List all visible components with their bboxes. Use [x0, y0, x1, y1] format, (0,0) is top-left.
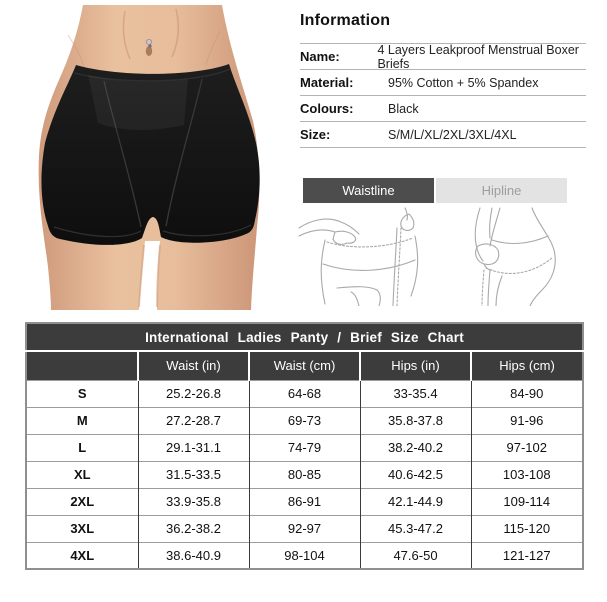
size-chart-table [25, 322, 584, 570]
size-row-2xl [26, 488, 583, 515]
measurement-tabs [303, 178, 567, 203]
size-label: 2XL [26, 488, 138, 515]
size-chart-header-row [26, 351, 583, 380]
hips-cm-value: 115-120 [471, 515, 583, 542]
info-rows [300, 43, 586, 148]
info-label-name: Name: [300, 49, 340, 64]
hips-cm-value: 97-102 [471, 434, 583, 461]
hips-in-value: 35.8-37.8 [360, 407, 471, 434]
size-label: 4XL [26, 542, 138, 569]
waistline-measurement-sketch [297, 206, 432, 306]
info-value-colours: Black [388, 101, 419, 116]
hips-in-value: 33-35.4 [360, 380, 471, 407]
waist-cm-value: 69-73 [249, 407, 360, 434]
navel [146, 46, 152, 56]
size-label: S [26, 380, 138, 407]
info-row-name [300, 44, 586, 70]
hips-cm-value: 109-114 [471, 488, 583, 515]
waist-cm-value: 98-104 [249, 542, 360, 569]
waist-in-value: 38.6-40.9 [138, 542, 249, 569]
size-row-l [26, 434, 583, 461]
info-value-name: 4 Layers Leakproof Menstrual Boxer Briefs [377, 42, 579, 71]
black-boxer-briefs [41, 64, 259, 245]
size-row-3xl [26, 515, 583, 542]
product-photo [8, 5, 283, 310]
info-value-size: S/M/L/XL/2XL/3XL/4XL [388, 127, 517, 142]
hips-in-value: 45.3-47.2 [360, 515, 471, 542]
column-header-hips-in: Hips (in) [360, 351, 471, 380]
tab-waistline[interactable]: Waistline [303, 178, 434, 203]
waist-cm-value: 74-79 [249, 434, 360, 461]
waist-in-value: 36.2-38.2 [138, 515, 249, 542]
hips-cm-value: 103-108 [471, 461, 583, 488]
column-header-hips-cm: Hips (cm) [471, 351, 583, 380]
measurement-sketches [297, 206, 575, 306]
waist-cm-value: 92-97 [249, 515, 360, 542]
waist-in-value: 29.1-31.1 [138, 434, 249, 461]
waist-in-value: 27.2-28.7 [138, 407, 249, 434]
info-label-material: Material: [300, 75, 354, 90]
info-label-size: Size: [300, 127, 331, 142]
waist-cm-value: 64-68 [249, 380, 360, 407]
column-header-size [26, 351, 138, 380]
waist-in-value: 31.5-33.5 [138, 461, 249, 488]
product-photo-illustration [8, 5, 283, 310]
size-row-xl [26, 461, 583, 488]
size-chart-title-row [26, 323, 583, 351]
hips-in-value: 40.6-42.5 [360, 461, 471, 488]
info-value-material: 95% Cotton + 5% Spandex [388, 75, 539, 90]
size-label: XL [26, 461, 138, 488]
size-label: 3XL [26, 515, 138, 542]
info-heading: Information [300, 12, 391, 29]
size-row-4xl [26, 542, 583, 569]
waist-in-value: 33.9-35.8 [138, 488, 249, 515]
info-row-material [300, 70, 586, 96]
hips-cm-value: 84-90 [471, 380, 583, 407]
size-chart [25, 322, 582, 570]
size-row-s [26, 380, 583, 407]
hipline-measurement-sketch [440, 206, 575, 306]
hips-in-value: 42.1-44.9 [360, 488, 471, 515]
waist-cm-value: 86-91 [249, 488, 360, 515]
size-row-m [26, 407, 583, 434]
size-label: L [26, 434, 138, 461]
column-header-waist-cm: Waist (cm) [249, 351, 360, 380]
info-panel [300, 12, 586, 148]
info-row-size [300, 122, 586, 148]
hips-in-value: 47.6-50 [360, 542, 471, 569]
hips-in-value: 38.2-40.2 [360, 434, 471, 461]
waist-in-value: 25.2-26.8 [138, 380, 249, 407]
tab-hipline[interactable]: Hipline [436, 178, 567, 203]
info-row-colours [300, 96, 586, 122]
hips-cm-value: 121-127 [471, 542, 583, 569]
size-chart-title: International Ladies Panty / Brief Size Chart [26, 323, 583, 351]
info-label-colours: Colours: [300, 101, 354, 116]
waist-cm-value: 80-85 [249, 461, 360, 488]
column-header-waist-in: Waist (in) [138, 351, 249, 380]
size-label: M [26, 407, 138, 434]
hips-cm-value: 91-96 [471, 407, 583, 434]
